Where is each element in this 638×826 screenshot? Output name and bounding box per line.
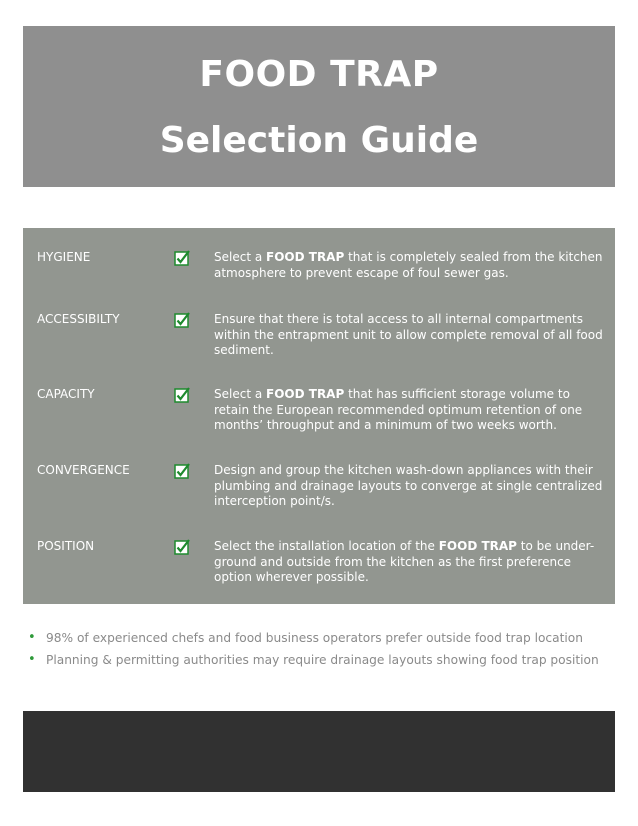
criteria-description: Design and group the kitchen wash-down appliances with their plumbing and drainage layouts to converge at single centralized interception point/s. — [214, 463, 603, 508]
page-subtitle: Selection Guide — [159, 120, 479, 161]
page-title: FOOD TRAP — [199, 54, 439, 95]
checkbox-checked-icon — [174, 387, 190, 403]
checkbox-checked-icon — [174, 250, 190, 266]
checkbox-checked-icon — [174, 539, 190, 555]
checkbox-checked-icon — [174, 312, 190, 328]
bullet-list — [28, 630, 628, 674]
selection-criteria-panel — [23, 228, 615, 604]
criteria-description: Select a FOOD TRAP that has sufficient storage volume to retain the European recommended optimum retention of one months’ throughput and a minimum of two weeks worth. — [214, 387, 583, 432]
title-banner — [23, 26, 615, 187]
criteria-label: HYGIENE — [37, 250, 91, 264]
bullet-icon: • — [28, 652, 36, 667]
criteria-description: Select a FOOD TRAP that is completely sealed from the kitchen atmosphere to prevent escape of foul sewer gas. — [214, 250, 603, 280]
criteria-label: POSITION — [37, 539, 95, 553]
list-item: • Planning & permitting authorities may require drainage layouts showing food trap position — [28, 652, 599, 667]
list-item: • 98% of experienced chefs and food business operators prefer outside food trap location — [28, 630, 583, 645]
criteria-label: CONVERGENCE — [37, 463, 130, 477]
footer-band — [23, 711, 615, 792]
criteria-description: Ensure that there is total access to all internal compartments within the entrapment unit to allow complete removal of all food sediment. — [214, 312, 603, 357]
bullet-icon: • — [28, 630, 36, 645]
criteria-description: Select the installation location of the FOOD TRAP to be under-ground and outside from the kitchen as the first preference option wherever possible. — [214, 539, 595, 584]
criteria-label: ACCESSIBILTY — [37, 312, 120, 326]
criteria-label: CAPACITY — [37, 387, 95, 401]
checkbox-checked-icon — [174, 463, 190, 479]
